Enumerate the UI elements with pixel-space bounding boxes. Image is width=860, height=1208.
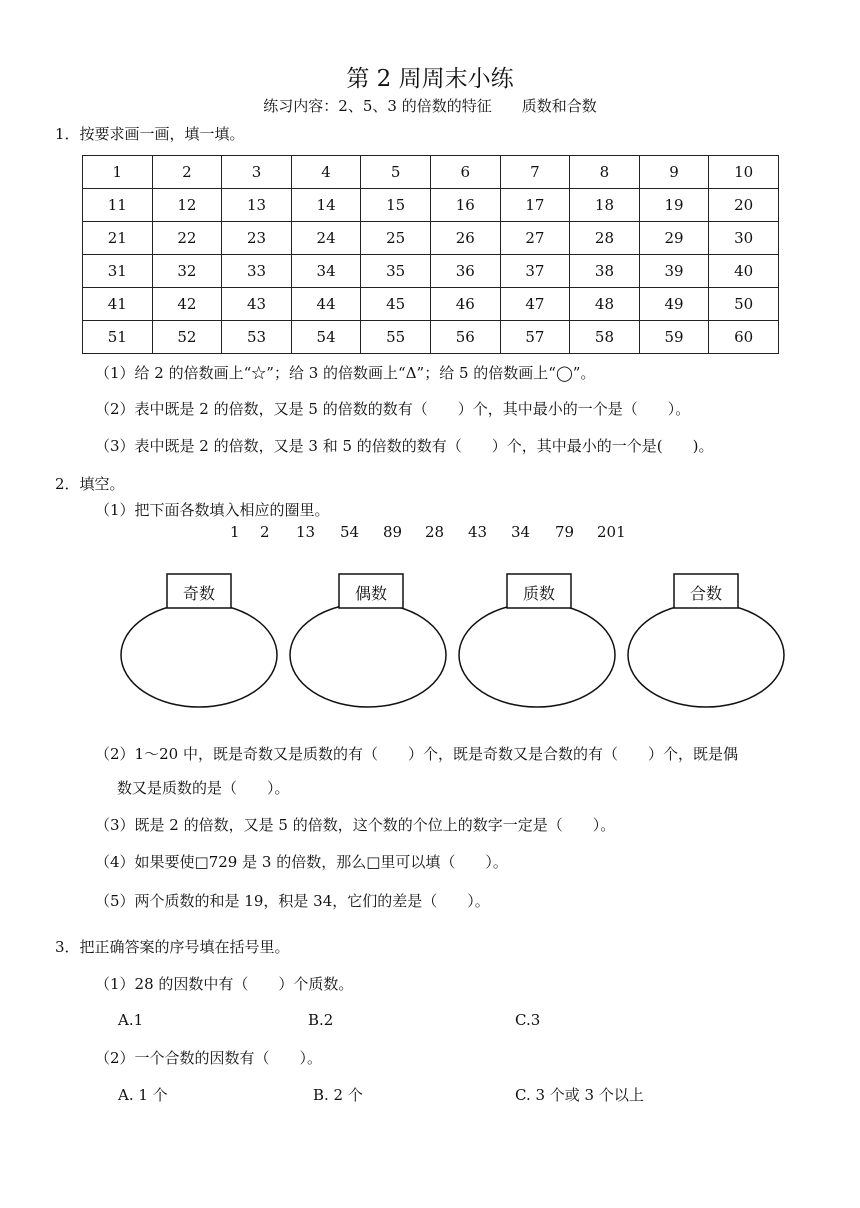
number-item: 34 [511,523,531,541]
table-cell[interactable]: 45 [361,288,431,321]
table-row [83,321,779,354]
q1-part-1: （1）给 2 的倍数画上“☆”；给 3 的倍数画上“Δ”；给 5 的倍数画上“◯”。 [95,364,596,382]
table-cell[interactable]: 15 [361,189,431,222]
table-row [83,222,779,255]
q2-part-2-line-1: （2）1～20 中，既是奇数又是质数的有（ ）个，既是奇数又是合数的有（ ）个，既是偶 [95,745,738,763]
prime-label: 质数 [522,584,555,603]
table-cell[interactable]: 55 [361,321,431,354]
table-row [83,189,779,222]
table-cell[interactable]: 19 [639,189,709,222]
table-cell[interactable]: 18 [570,189,640,222]
table-cell[interactable]: 4 [291,156,361,189]
table-cell[interactable]: 20 [709,189,779,222]
even-label: 偶数 [354,584,387,603]
table-cell[interactable]: 38 [570,255,640,288]
table-cell[interactable]: 13 [222,189,292,222]
table-cell[interactable]: 40 [709,255,779,288]
table-cell[interactable]: 3 [222,156,292,189]
even-circle[interactable] [290,603,446,707]
table-cell[interactable]: 43 [222,288,292,321]
table-cell[interactable]: 14 [291,189,361,222]
table-cell[interactable]: 28 [570,222,640,255]
number-item: 13 [296,523,316,541]
table-cell[interactable]: 31 [83,255,153,288]
q2-part-2-line-2: 数又是质数的是（ ）。 [117,779,290,797]
number-list [230,523,626,541]
table-cell[interactable]: 50 [709,288,779,321]
table-cell[interactable]: 56 [430,321,500,354]
table-cell[interactable]: 22 [152,222,222,255]
table-cell[interactable]: 6 [430,156,500,189]
q1-part-2: （2）表中既是 2 的倍数，又是 5 的倍数的数有（ ）个，其中最小的一个是（ ）。 [95,400,691,418]
number-item: 2 [260,523,270,541]
odd-circle[interactable] [121,603,277,707]
table-cell[interactable]: 5 [361,156,431,189]
table-cell[interactable]: 42 [152,288,222,321]
table-cell[interactable]: 53 [222,321,292,354]
table-cell[interactable]: 11 [83,189,153,222]
table-cell[interactable]: 39 [639,255,709,288]
table-cell[interactable]: 46 [430,288,500,321]
table-cell[interactable]: 37 [500,255,570,288]
table-cell[interactable]: 21 [83,222,153,255]
question-3-heading: 3．把正确答案的序号填在括号里。 [55,938,290,956]
table-cell[interactable]: 9 [639,156,709,189]
q1-part-3: （3）表中既是 2 的倍数，又是 3 和 5 的倍数的数有（ ）个，其中最小的一个是( )。 [95,437,714,455]
table-cell[interactable]: 24 [291,222,361,255]
table-cell[interactable]: 10 [709,156,779,189]
table-cell[interactable]: 51 [83,321,153,354]
table-cell[interactable]: 2 [152,156,222,189]
number-item: 89 [383,523,403,541]
question-2-heading: 2．填空。 [55,475,125,493]
number-item: 79 [555,523,575,541]
table-cell[interactable]: 44 [291,288,361,321]
table-cell[interactable]: 49 [639,288,709,321]
table-cell[interactable]: 26 [430,222,500,255]
table-cell[interactable]: 12 [152,189,222,222]
table-cell[interactable]: 32 [152,255,222,288]
q3-1-option-c[interactable]: C.3 [515,1011,541,1029]
table-cell[interactable]: 57 [500,321,570,354]
number-item: 43 [468,523,488,541]
table-row [83,156,779,189]
composite-label: 合数 [689,584,722,603]
table-cell[interactable]: 23 [222,222,292,255]
table-cell[interactable]: 34 [291,255,361,288]
table-cell[interactable]: 33 [222,255,292,288]
q3-2-option-b[interactable]: B. 2 个 [313,1086,363,1104]
number-item: 1 [230,523,240,541]
table-cell[interactable]: 35 [361,255,431,288]
table-cell[interactable]: 8 [570,156,640,189]
q2-part-4: （4）如果要使□729 是 3 的倍数，那么□里可以填（ ）。 [95,853,508,871]
q2-part-3: （3）既是 2 的倍数，又是 5 的倍数，这个数的个位上的数字一定是（ ）。 [95,816,616,834]
number-item: 54 [340,523,360,541]
table-cell[interactable]: 17 [500,189,570,222]
odd-label: 奇数 [182,584,215,603]
q3-part-1: （1）28 的因数中有（ ）个质数。 [95,975,354,993]
table-cell[interactable]: 25 [361,222,431,255]
question-1-heading: 1．按要求画一画，填一填。 [55,125,245,143]
table-cell[interactable]: 54 [291,321,361,354]
table-cell[interactable]: 52 [152,321,222,354]
table-cell[interactable]: 29 [639,222,709,255]
q2-part-1: （1）把下面各数填入相应的圈里。 [95,501,330,519]
table-row [83,255,779,288]
table-cell[interactable]: 47 [500,288,570,321]
q3-part-2: （2）一个合数的因数有（ ）。 [95,1049,323,1067]
table-cell[interactable]: 60 [709,321,779,354]
table-cell[interactable]: 16 [430,189,500,222]
table-cell[interactable]: 58 [570,321,640,354]
q3-2-option-c[interactable]: C. 3 个或 3 个以上 [515,1086,644,1104]
q3-1-option-a[interactable]: A.1 [118,1011,144,1029]
page-subtitle: 练习内容：2、5、3 的倍数的特征 质数和合数 [263,97,597,115]
table-cell[interactable]: 41 [83,288,153,321]
q3-1-option-b[interactable]: B.2 [308,1011,334,1029]
number-item: 201 [597,523,626,541]
table-cell[interactable]: 30 [709,222,779,255]
number-table [82,155,779,354]
table-cell[interactable]: 36 [430,255,500,288]
page-title: 第 2 周周末小练 [346,66,514,92]
table-cell[interactable]: 1 [83,156,153,189]
prime-circle[interactable] [459,603,615,707]
table-cell[interactable]: 7 [500,156,570,189]
q2-part-5: （5）两个质数的和是 19，积是 34，它们的差是（ ）。 [95,892,490,910]
table-cell[interactable]: 59 [639,321,709,354]
table-cell[interactable]: 27 [500,222,570,255]
table-cell[interactable]: 48 [570,288,640,321]
number-item: 28 [425,523,445,541]
q3-2-option-a[interactable]: A. 1 个 [118,1086,168,1104]
table-row [83,288,779,321]
composite-circle[interactable] [628,603,784,707]
